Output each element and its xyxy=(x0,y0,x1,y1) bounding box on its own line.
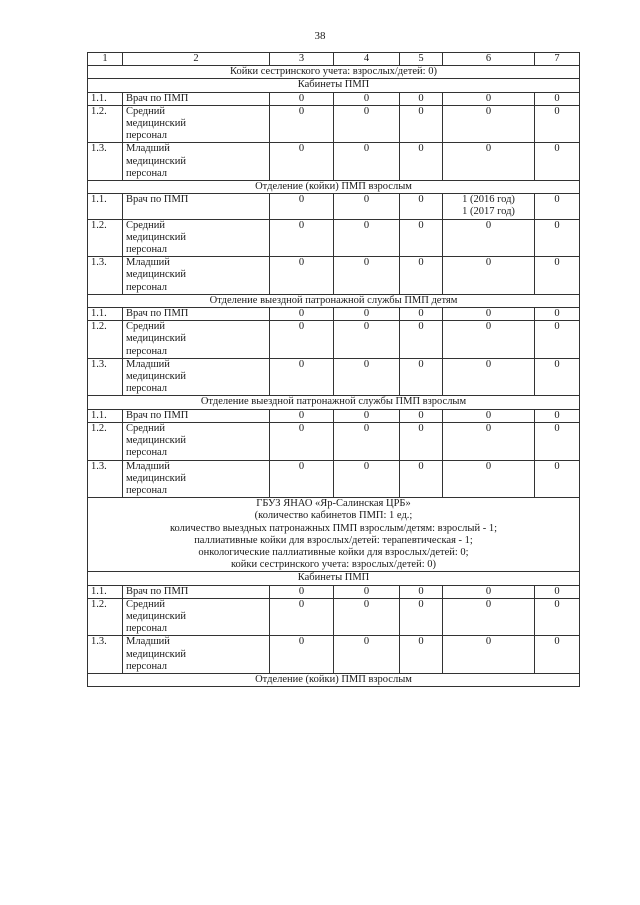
value-line: 0 xyxy=(485,409,492,421)
position-name-line: медицинский xyxy=(126,231,186,243)
position-name-line: медицинский xyxy=(126,333,186,345)
position-name xyxy=(123,460,270,498)
table-row xyxy=(88,409,580,422)
value-cell xyxy=(443,321,535,359)
value-cell: 0 xyxy=(270,636,334,674)
position-name-line: Младший xyxy=(126,460,170,472)
staffing-table xyxy=(87,52,580,687)
position-name-line: медицинский xyxy=(126,155,186,167)
table-row xyxy=(88,460,580,498)
position-name xyxy=(123,219,270,257)
row-number: 1.2. xyxy=(88,422,123,460)
value-line: 0 xyxy=(485,636,492,648)
value-line: 0 xyxy=(485,105,492,117)
value-cell xyxy=(443,598,535,636)
value-cell: 0 xyxy=(334,636,400,674)
header-cell: 5 xyxy=(400,53,443,66)
value-cell: 0 xyxy=(334,257,400,295)
position-name-line: Младший xyxy=(126,358,170,370)
value-line: 0 xyxy=(485,92,492,104)
value-cell: 0 xyxy=(400,219,443,257)
value-cell xyxy=(443,409,535,422)
value-line: 1 (2016 год) xyxy=(462,194,515,206)
value-cell: 0 xyxy=(535,194,580,219)
value-cell: 0 xyxy=(535,92,580,105)
value-cell xyxy=(443,358,535,396)
row-number: 1.1. xyxy=(88,92,123,105)
position-name xyxy=(123,308,270,321)
position-name xyxy=(123,636,270,674)
section-row xyxy=(88,66,580,79)
section-title: Отделение (койки) ПМП взрослым xyxy=(88,673,580,686)
table-body xyxy=(88,53,580,687)
value-cell: 0 xyxy=(334,194,400,219)
value-cell xyxy=(443,257,535,295)
table-row xyxy=(88,219,580,257)
value-cell: 0 xyxy=(334,409,400,422)
value-cell: 0 xyxy=(334,219,400,257)
value-cell: 0 xyxy=(400,321,443,359)
value-cell: 0 xyxy=(535,636,580,674)
table-row xyxy=(88,257,580,295)
value-line: 0 xyxy=(485,143,492,155)
position-name-line: персонал xyxy=(126,167,168,179)
header-cell: 2 xyxy=(123,53,270,66)
value-cell: 0 xyxy=(334,585,400,598)
header-cell: 6 xyxy=(443,53,535,66)
value-cell: 0 xyxy=(400,598,443,636)
position-name-line: медицинский xyxy=(126,269,186,281)
header-cell: 1 xyxy=(88,53,123,66)
position-name xyxy=(123,409,270,422)
value-cell: 0 xyxy=(400,636,443,674)
position-name-line: персонал xyxy=(126,623,168,635)
value-cell: 0 xyxy=(334,598,400,636)
section-row xyxy=(88,572,580,585)
table-row xyxy=(88,585,580,598)
value-cell xyxy=(443,460,535,498)
position-name-line: Врач по ПМП xyxy=(126,194,189,206)
value-cell: 0 xyxy=(535,598,580,636)
value-line: 0 xyxy=(485,321,492,333)
section-title: Отделение выездной патронажной службы ПМП детям xyxy=(88,294,580,307)
table-row xyxy=(88,321,580,359)
value-cell: 0 xyxy=(535,257,580,295)
value-cell: 0 xyxy=(270,92,334,105)
value-cell: 0 xyxy=(270,409,334,422)
value-cell: 0 xyxy=(334,308,400,321)
value-cell: 0 xyxy=(270,143,334,181)
value-cell: 0 xyxy=(535,358,580,396)
table-row xyxy=(88,92,580,105)
table-header-row xyxy=(88,53,580,66)
value-line: 0 xyxy=(485,585,492,597)
row-number: 1.2. xyxy=(88,598,123,636)
row-number: 1.1. xyxy=(88,194,123,219)
position-name xyxy=(123,358,270,396)
position-name-line: медицинский xyxy=(126,472,186,484)
position-name-line: медицинский xyxy=(126,610,186,622)
value-cell xyxy=(443,105,535,143)
header-cell: 4 xyxy=(334,53,400,66)
position-name-line: Врач по ПМП xyxy=(126,308,189,320)
value-cell: 0 xyxy=(334,422,400,460)
position-name-line: Средний xyxy=(126,422,165,434)
position-name-line: Средний xyxy=(126,105,165,117)
section-row xyxy=(88,396,580,409)
row-number: 1.2. xyxy=(88,105,123,143)
value-line: 0 xyxy=(485,358,492,370)
table-row xyxy=(88,636,580,674)
value-cell: 0 xyxy=(400,308,443,321)
value-cell: 0 xyxy=(400,460,443,498)
value-cell: 0 xyxy=(535,409,580,422)
value-cell: 0 xyxy=(334,92,400,105)
value-cell: 0 xyxy=(400,143,443,181)
value-line: 0 xyxy=(485,460,492,472)
section-title: Кабинеты ПМП xyxy=(88,572,580,585)
organization-row xyxy=(88,498,580,572)
position-name-line: Младший xyxy=(126,143,170,155)
value-cell: 0 xyxy=(334,321,400,359)
value-cell: 0 xyxy=(334,143,400,181)
value-cell: 0 xyxy=(400,257,443,295)
table-row xyxy=(88,308,580,321)
value-cell: 0 xyxy=(270,308,334,321)
value-cell: 0 xyxy=(270,219,334,257)
section-row xyxy=(88,294,580,307)
section-row xyxy=(88,181,580,194)
table-row xyxy=(88,105,580,143)
row-number: 1.3. xyxy=(88,143,123,181)
position-name-line: Средний xyxy=(126,219,165,231)
value-cell: 0 xyxy=(400,422,443,460)
value-cell: 0 xyxy=(334,105,400,143)
row-number: 1.1. xyxy=(88,308,123,321)
value-cell: 0 xyxy=(535,585,580,598)
position-name xyxy=(123,105,270,143)
value-cell: 0 xyxy=(270,321,334,359)
value-cell xyxy=(443,636,535,674)
position-name-line: Врач по ПМП xyxy=(126,585,189,597)
value-cell xyxy=(443,143,535,181)
value-cell: 0 xyxy=(270,257,334,295)
position-name-line: медицинский xyxy=(126,435,186,447)
page-number: 38 xyxy=(314,30,326,42)
value-cell: 0 xyxy=(270,460,334,498)
position-name-line: Средний xyxy=(126,598,165,610)
value-cell: 0 xyxy=(270,585,334,598)
position-name xyxy=(123,92,270,105)
position-name xyxy=(123,143,270,181)
table-row xyxy=(88,422,580,460)
position-name-line: персонал xyxy=(126,130,168,142)
row-number: 1.1. xyxy=(88,409,123,422)
value-cell xyxy=(443,308,535,321)
header-cell: 7 xyxy=(535,53,580,66)
row-number: 1.3. xyxy=(88,460,123,498)
table-row xyxy=(88,358,580,396)
organization-line: количество выездных патронажных ПМП взрослым/детям: взрослый - 1; xyxy=(169,522,498,534)
section-row xyxy=(88,673,580,686)
value-cell: 0 xyxy=(270,194,334,219)
position-name-line: Младший xyxy=(126,257,170,269)
organization-line: паллиативные койки для взрослых/детей: терапевтическая - 1; xyxy=(194,534,473,546)
value-cell xyxy=(443,92,535,105)
table-row xyxy=(88,598,580,636)
value-cell xyxy=(443,585,535,598)
position-name-line: медицинский xyxy=(126,648,186,660)
section-row xyxy=(88,79,580,92)
organization-block xyxy=(88,498,580,572)
value-cell: 0 xyxy=(535,321,580,359)
row-number: 1.2. xyxy=(88,219,123,257)
value-line: 0 xyxy=(485,598,492,610)
position-name xyxy=(123,321,270,359)
row-number: 1.3. xyxy=(88,358,123,396)
value-cell: 0 xyxy=(334,460,400,498)
row-number: 1.1. xyxy=(88,585,123,598)
position-name-line: персонал xyxy=(126,660,168,672)
value-cell xyxy=(443,194,535,219)
value-cell: 0 xyxy=(400,194,443,219)
section-title: Отделение выездной патронажной службы ПМП взрослым xyxy=(88,396,580,409)
row-number: 1.3. xyxy=(88,636,123,674)
position-name-line: персонал xyxy=(126,447,168,459)
position-name-line: персонал xyxy=(126,244,168,256)
value-cell: 0 xyxy=(400,409,443,422)
value-cell xyxy=(443,219,535,257)
section-title: Койки сестринского учета: взрослых/детей: 0) xyxy=(88,66,580,79)
value-cell: 0 xyxy=(270,598,334,636)
organization-line: ГБУЗ ЯНАО «Яр-Салинская ЦРБ» xyxy=(256,498,411,510)
row-number: 1.2. xyxy=(88,321,123,359)
value-cell: 0 xyxy=(535,105,580,143)
position-name xyxy=(123,257,270,295)
position-name-line: Младший xyxy=(126,636,170,648)
table-row xyxy=(88,194,580,219)
position-name-line: персонал xyxy=(126,345,168,357)
value-line: 0 xyxy=(485,219,492,231)
header-cell: 3 xyxy=(270,53,334,66)
table-row xyxy=(88,143,580,181)
organization-line: онкологические паллиативные койки для взрослых/детей: 0; xyxy=(198,546,469,558)
position-name-line: Средний xyxy=(126,321,165,333)
position-name-line: медицинский xyxy=(126,118,186,130)
value-line: 0 xyxy=(485,422,492,434)
value-cell: 0 xyxy=(270,422,334,460)
row-number: 1.3. xyxy=(88,257,123,295)
value-cell: 0 xyxy=(535,219,580,257)
position-name xyxy=(123,585,270,598)
value-cell: 0 xyxy=(270,358,334,396)
position-name-line: медицинский xyxy=(126,371,186,383)
value-cell: 0 xyxy=(400,585,443,598)
position-name-line: персонал xyxy=(126,383,168,395)
value-cell: 0 xyxy=(535,308,580,321)
position-name xyxy=(123,598,270,636)
position-name-line: персонал xyxy=(126,484,168,496)
value-cell: 0 xyxy=(535,143,580,181)
position-name xyxy=(123,194,270,219)
value-cell: 0 xyxy=(400,358,443,396)
value-line: 0 xyxy=(485,257,492,269)
value-cell: 0 xyxy=(270,105,334,143)
section-title: Кабинеты ПМП xyxy=(88,79,580,92)
value-cell: 0 xyxy=(334,358,400,396)
value-cell: 0 xyxy=(400,92,443,105)
section-title: Отделение (койки) ПМП взрослым xyxy=(88,181,580,194)
position-name-line: персонал xyxy=(126,281,168,293)
value-cell xyxy=(443,422,535,460)
position-name-line: Врач по ПМП xyxy=(126,92,189,104)
organization-line: (количество кабинетов ПМП: 1 ед.; xyxy=(254,510,413,522)
value-cell: 0 xyxy=(535,422,580,460)
value-cell: 0 xyxy=(535,460,580,498)
value-cell: 0 xyxy=(400,105,443,143)
value-line: 1 (2017 год) xyxy=(462,206,515,218)
organization-line: койки сестринского учета: взрослых/детей: 0) xyxy=(230,559,437,571)
value-line: 0 xyxy=(485,308,492,320)
position-name xyxy=(123,422,270,460)
position-name-line: Врач по ПМП xyxy=(126,409,189,421)
